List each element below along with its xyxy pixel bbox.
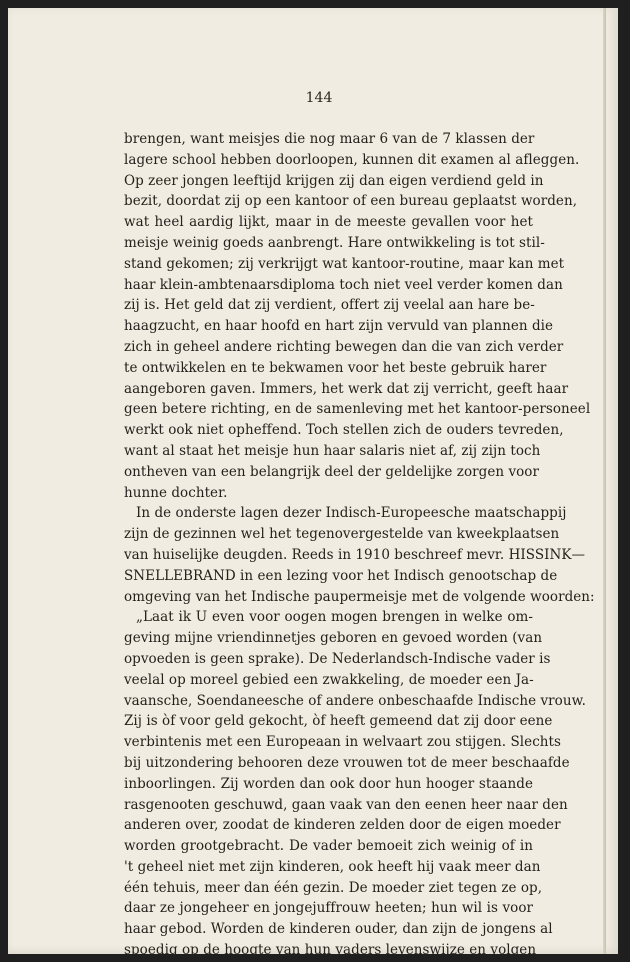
text-line: geving mijne vriendinnetjes geboren en gevoed worden (van [124,630,543,647]
text-line: opvoeden is geen sprake). De Nederlandsch-Indische vader is [124,650,551,667]
text-line: één tehuis, meer dan één gezin. De moeder ziet tegen ze op, [124,879,543,896]
text-line: „Laat ik U even voor oogen mogen brengen in welke om- [136,609,533,626]
body-text [124,129,595,961]
page-number: 144 [305,90,333,106]
text-line: zijn de gezinnen wel het tegenovergestelde van kweekplaatsen [124,526,560,543]
text-line: Op zeer jongen leeftijd krijgen zij dan eigen verdiend geld in [124,172,544,189]
text-line: wat heel aardig lijkt, maar in de meeste gevallen voor het [124,214,533,231]
text-line: haar klein-ambtenaarsdiploma toch niet veel verder komen dan [124,276,563,293]
text-line: rasgenooten geschuwd, gaan vaak van den eenen heer naar den [124,796,568,813]
text-line: verbintenis met een Europeaan in welvaart zou stijgen. Slechts [124,734,561,751]
text-line: brengen, want meisjes die nog maar 6 van de 7 klassen der [124,131,535,147]
text-line: haagzucht, en haar hoofd en hart zijn vervuld van plannen die [124,318,554,335]
page-edge [603,8,606,954]
text-line: te ontwikkelen en te bekwamen voor het beste gebruik harer [124,359,547,376]
text-line: anderen over, zoodat de kinderen zelden door de eigen moeder [124,817,561,834]
text-line: geen betere richting, en de samenleving met het kantoor-personeel [124,401,591,418]
text-line: spoedig op de hoogte van hun vaders levenswijze en volgen [124,942,537,959]
text-line: veelal op moreel gebied een zwakkeling, de moeder een Ja- [124,671,534,688]
text-line: inboorlingen. Zij worden dan ook door hun hooger staande [124,775,533,792]
text-line: haar gebod. Worden de kinderen ouder, dan zijn de jongens al [124,921,553,938]
text-line: van huiselijke deugden. Reeds in 1910 beschreef mevr. HISSINK— [124,546,586,563]
text-line: In de onderste lagen dezer Indisch-Europeesche maatschappij [136,505,567,522]
text-line: zij is. Het geld dat zij verdient, offert zij veelal aan hare be- [124,297,535,314]
text-line: aangeboren gaven. Immers, het werk dat zij verricht, geeft haar [124,380,569,397]
text-line: worden grootgebracht. De vader bemoeit zich weinig of in [124,838,533,855]
text-line: meisje weinig goeds aanbrengt. Hare ontwikkeling is tot stil- [124,234,545,251]
text-line: daar ze jongeheer en jongejuffrouw heeten; hun wil is voor [124,900,533,917]
text-line: lagere school hebben doorloopen, kunnen dit examen al afleggen. [124,151,580,168]
text-line: Zij is òf voor geld gekocht, òf heeft gemeend dat zij door eene [124,713,553,730]
text-line: bezit, doordat zij op een kantoor of een bureau geplaatst worden, [124,193,578,210]
text-line: zich in geheel andere richting bewegen dan die van zich verder [124,338,564,355]
text-line: ontheven van een belangrijk deel der geldelijke zorgen voor [124,463,539,480]
text-line: 't geheel niet met zijn kinderen, ook heeft hij vaak meer dan [124,858,541,875]
text-line: stand gekomen; zij verkrijgt wat kantoor-routine, maar kan met [124,255,565,272]
book-page [8,8,618,959]
text-line: SNELLEBRAND in een lezing voor het Indisch genootschap de [124,567,558,584]
text-line: vaansche, Soendaneesche of andere onbeschaafde Indische vrouw. [124,692,586,709]
text-line: want al staat het meisje hun haar salaris niet af, zij zijn toch [124,442,541,459]
text-line: omgeving van het Indische paupermeisje met de volgende woorden: [124,588,595,605]
text-line: werkt ook niet opheffend. Toch stellen zich de ouders tevreden, [124,422,564,439]
text-line: hunne dochter. [124,484,228,501]
text-line: bij uitzondering behooren deze vrouwen tot de meer beschaafde [124,754,570,771]
